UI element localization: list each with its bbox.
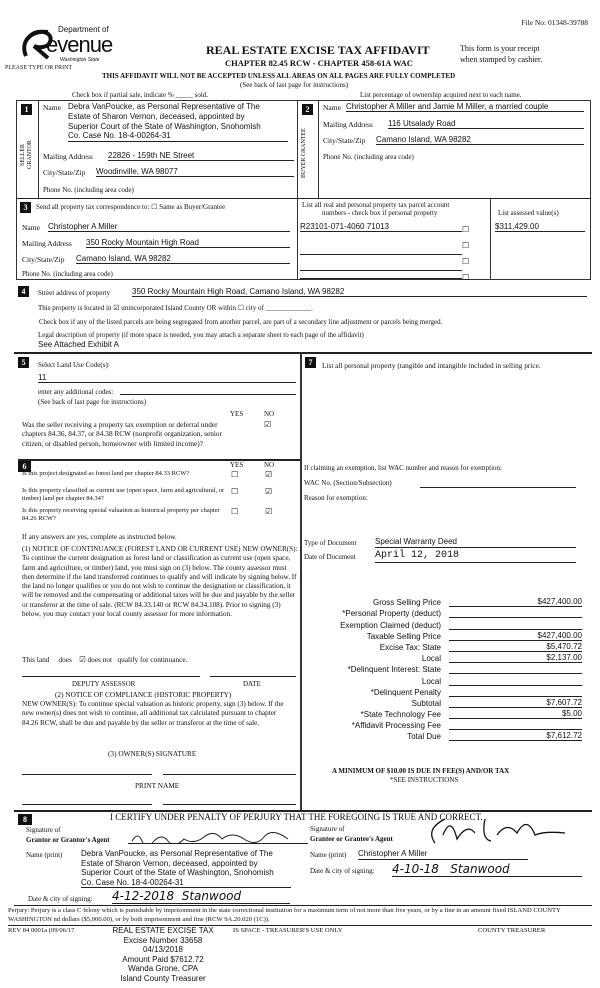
receipt-note: This form is your receipt (460, 44, 540, 53)
file-number: File No: 01348-39788 (521, 18, 588, 27)
tax-row (315, 641, 590, 652)
notice-continuance: (1) NOTICE OF CONTINUANCE (FOREST LAND OR CURRENT USE) NEW OWNER(S): To continue the current designation as forest land or classification as current use (open space, farm and agriculture, or timber) land, you must sign on (3) below. The county assessor must then determine if the land transferred continues to qualify and will indicate by signing below. If the land no longer qualifies or you do not wish to continue the designation or classification, it will be removed and the compensating or additional taxes will be due and payable by the seller or transferor at the time of sale. (RCW 84.33.140 or RCW 84.34.108). Prior to signing (3) below, you may contact your local county assessor for more information. (22, 545, 298, 619)
county-treasurer-label: COUNTY TREASURER (478, 927, 546, 934)
tax-row-value[interactable] (449, 729, 582, 730)
correspondence-heading: Send all property tax correspondence to: ☐ Same as Buyer/Grantee (36, 203, 226, 211)
buyer-label: BUYER GRANTEE (301, 128, 307, 178)
tax-row-value[interactable] (449, 629, 582, 630)
parcel-heading: List all real and personal property tax parcel account (302, 201, 450, 209)
exemption-no-checkbox[interactable]: ☑ (264, 420, 272, 429)
corr-city[interactable]: Camano Island, WA 98282 (76, 254, 290, 264)
location-line: This property is located in ☑ unincorporated Island County OR within ☐ city of _____________. (38, 304, 313, 312)
notice-compliance-title: (2) NOTICE OF COMPLIANCE (HISTORIC PROPERTY) (55, 690, 232, 699)
seller-name[interactable]: Debra VanPoucke, as Personal Representative of The Estate of Sharon Vernon, deceased, appointed by Superior Court of the State of Washington, Snohomish Co. Case No. 18-4-00264-31 (68, 102, 288, 142)
tax-row (315, 697, 590, 708)
forest-yes[interactable]: ☐ (231, 470, 239, 479)
tax-calculation (315, 596, 590, 741)
current-use-no[interactable]: ☑ (265, 487, 273, 496)
print-name-label: PRINT NAME (135, 781, 180, 790)
land-use-see-back: (See back of last page for instructions) (38, 398, 147, 406)
exemption-label: If claiming an exemption, list WAC number and reason for exemption: (304, 464, 502, 472)
tax-row-value[interactable]: $5.00 (449, 709, 582, 719)
buyer-phone-label: Phone No. (including area code) (323, 153, 414, 161)
tax-row-label: Taxable Selling Price (366, 631, 441, 641)
type-or-print: PLEASE TYPE OR PRINT (5, 65, 73, 71)
tax-row-label: Local (421, 654, 441, 664)
seller-phone-label: Phone No. (including area code) (43, 186, 134, 194)
seller-label: SELLER GRANTOR (20, 140, 33, 170)
corr-city-label: City/State/Zip (22, 255, 65, 264)
doc-date-label: Date of Document (304, 553, 356, 561)
tax-row (315, 596, 590, 607)
street-label: Street address of property (38, 289, 111, 297)
buyer-city-label: City/State/Zip (323, 136, 366, 145)
section-3-number: 3 (20, 202, 31, 213)
section-5-number: 5 (18, 357, 29, 368)
grantor-date-label: Date & city of signing: (28, 895, 93, 903)
tax-row (315, 652, 590, 663)
section-8-number: 8 (18, 814, 32, 825)
continuance-line: This land does ☑ does not qualify for continuance. (22, 655, 188, 664)
seller-city-label: City/State/Zip (43, 168, 86, 177)
tax-row-value[interactable] (449, 673, 582, 674)
grantee-sig-label-2: Grantee or Grantee's Agent (310, 835, 393, 843)
treasurer-use-label: IS SPACE - TREASURER'S USE ONLY (233, 927, 343, 934)
yes-header-6: YES (230, 461, 244, 469)
tax-row-label: Exemption Claimed (deduct) (340, 620, 441, 630)
seller-mail-label: Mailing Address (43, 152, 93, 161)
tax-row (315, 708, 590, 719)
owner-signature-label: (3) OWNER(S) SIGNATURE (108, 749, 197, 758)
grantee-name-print[interactable]: Christopher A Miller (358, 849, 528, 860)
grantor-sig-label-2: Grantor or Grantor's Agent (26, 836, 110, 844)
grantor-name-print-label: Name (print) (26, 851, 63, 859)
historic-no[interactable]: ☑ (265, 507, 273, 516)
additional-codes-label: enter any additional codes: (38, 388, 114, 396)
parcel-heading-2: numbers - check box if personal property (322, 209, 438, 217)
tax-row-label: *Personal Property (deduct) (342, 609, 441, 619)
personal-property-label: List all personal property (tangible and intangible included in selling price. (322, 361, 541, 370)
tax-row-value[interactable]: $7,607.72 (449, 698, 582, 708)
date-label: DATE (243, 680, 261, 688)
tax-row-value[interactable]: $5,470.72 (449, 642, 582, 652)
perjury-notice: Perjury: Perjury is a class C felony which is punishable by imprisonment in the state correctional institution for a maximum term of not more than five years, or by a fine in an amount fixed ISLAND COUNTY WASHINGTON nd dollars ($5,000.00), or by both imprisonment and fine (RCW 9A.20.020 (1C)). (8, 907, 561, 923)
grantee-name-print-label: Name (print) (310, 851, 347, 859)
legal-description[interactable]: See Attached Exhibit A (38, 340, 119, 349)
see-back: (See back of last page for instructions) (240, 81, 349, 89)
section-1-number: 1 (21, 104, 32, 115)
section-2-number: 2 (302, 104, 313, 115)
corr-mail[interactable]: 350 Rocky Mountain High Road (86, 238, 290, 248)
tax-row-label: Gross Selling Price (372, 598, 441, 608)
logo-wordmark: evenue (46, 32, 113, 57)
form-title: REAL ESTATE EXCISE TAX AFFIDAVIT (206, 43, 430, 57)
tax-row-label: *Delinquent Interest: State (347, 665, 441, 675)
tax-row-value[interactable]: $2,137.00 (449, 653, 582, 663)
current-use-question: Is this property classified as current use (open space, farm and agricultural, or timber) land per chapter 84.34? (22, 487, 225, 502)
tax-row-label: Local (421, 676, 441, 686)
tax-row-label: Total Due (407, 732, 441, 742)
seller-mail[interactable]: 22826 - 159th NE Street (108, 151, 294, 161)
tax-row (315, 674, 590, 685)
certify-statement: I CERTIFY UNDER PENALTY OF PERJURY THAT THE FOREGOING IS TRUE AND CORRECT. (110, 812, 483, 822)
warning: THIS AFFIDAVIT WILL NOT BE ACCEPTED UNLESS ALL AREAS ON ALL PAGES ARE FULLY COMPLETED (102, 72, 456, 80)
grantor-signature[interactable] (128, 832, 308, 844)
grantor-name-print[interactable]: Debra VanPoucke, as Personal Representative of The Estate of Sharon Vernon, deceased, appointed by Superior Court of the State of Washington, Snohomish Co. Case No. 18-4-00264-31 (81, 849, 291, 888)
tax-row (315, 730, 590, 741)
logo-department: Department of (58, 25, 109, 34)
partial-sale: Check box if partial sale, indicate % _____ sold. (72, 91, 209, 99)
exemption-question: Was the seller receiving a property tax exemption or deferral under chapters 84.36, 84.37, or 84.38 RCW (nonprofit organization, senior citizen, or disabled person, homeowner with limited income)? (22, 420, 222, 448)
street-address[interactable]: 350 Rocky Mountain High Road, Camano Island, WA 98282 (132, 287, 587, 297)
form-chapter: CHAPTER 82.45 RCW - CHAPTER 458-61A WAC (225, 58, 413, 68)
tax-row-value[interactable] (449, 696, 582, 697)
wac-input[interactable] (420, 478, 576, 488)
section-7-number: 7 (305, 357, 316, 368)
grantee-signature[interactable] (415, 815, 585, 845)
tax-row (315, 686, 590, 697)
form-revision: REV 84 0001a (09/06/17 (8, 927, 75, 934)
parcel-number[interactable]: R23101-071-4060 71013 (300, 222, 462, 232)
seller-name-label: Name (43, 103, 61, 112)
doc-type-label: Type of Document (304, 539, 357, 547)
current-use-yes[interactable]: ☐ (231, 487, 239, 496)
section-4-number: 4 (18, 286, 29, 297)
tax-row (315, 618, 590, 629)
tax-row-value[interactable] (449, 617, 582, 618)
grantee-date-city[interactable]: 4-10-18 Stanwood (392, 862, 582, 877)
tax-row-value[interactable] (449, 685, 582, 686)
tax-row-value[interactable]: $427,400.00 (449, 597, 582, 607)
tax-row-value[interactable]: $427,400.00 (449, 631, 582, 641)
yes-header: YES (230, 410, 244, 418)
doc-date[interactable]: April 12, 2018 (375, 550, 576, 563)
tax-row-label: Excise Tax: State (379, 642, 441, 652)
buyer-name-label: Name (323, 103, 341, 112)
see-instructions: *SEE INSTRUCTIONS (390, 776, 459, 784)
assessed-heading: List assessed value(s) (498, 209, 559, 217)
corr-mail-label: Mailing Address (22, 239, 72, 248)
corr-name-label: Name (22, 223, 40, 232)
treasurer-stamp: REAL ESTATE EXCISE TAX Excise Number 33658 04/13/2018 Amount Paid $7612.72 Wanda Grone, CPA Island County Treasurer (112, 926, 214, 983)
grantor-date-city[interactable]: 4-12-2018 Stanwood (112, 889, 290, 904)
buyer-city[interactable]: Camano Island, WA 98282 (376, 135, 584, 145)
corr-name[interactable]: Christopher A Miller (48, 222, 290, 232)
land-use-code[interactable]: 11 (38, 373, 296, 383)
tax-row-label: *State Technology Fee (360, 710, 441, 720)
tax-row-value[interactable]: $7,612.72 (449, 731, 582, 741)
land-use-label: Select Land Use Code(s): (38, 361, 110, 369)
seller-city[interactable]: Woodinville, WA 98077 (96, 167, 294, 177)
no-header: NO (264, 410, 275, 418)
deputy-assessor-label: DEPUTY ASSESSOR (72, 680, 136, 688)
forest-question: Is this project designated as forest land per chapter 84.33 RCW? (22, 470, 190, 477)
logo-state: Washington State (60, 57, 100, 63)
no-header-6: NO (264, 461, 275, 469)
doc-type[interactable]: Special Warranty Deed (375, 537, 576, 548)
section-6-number: 6 (18, 461, 31, 472)
tax-row (315, 630, 590, 641)
buyer-name[interactable]: Christopher A Miller and Jamie M Miller, a married couple (346, 102, 584, 112)
legal-label: Legal description of property (if more space is needed, you may attach a separate sheet to each page of the affidavit) (38, 331, 364, 339)
additional-codes-input[interactable] (120, 386, 296, 395)
tax-row-label: *Affidavit Processing Fee (351, 721, 441, 731)
assessed-value[interactable]: $311,429.00 (495, 222, 585, 232)
buyer-mail[interactable]: 116 Utsalady Road (388, 119, 584, 129)
wac-label: WAC No. (Section/Subsection) (304, 479, 392, 487)
if-yes-note: If any answers are yes, complete as instructed below. (22, 532, 177, 541)
notice-compliance: NEW OWNER(S): To continue special valuation as historic property, sign (3) below. If the new owner(s) does not wish to continue, all additional tax calculated pursuant to chapter 84.26 RCW, shall be due and payable by the seller or transferor at the time of sale. (22, 700, 284, 727)
forest-no[interactable]: ☑ (265, 470, 273, 479)
personal-property-checkboxes[interactable]: ☐ ☐ ☐ ☐ (462, 225, 470, 282)
tax-row (315, 719, 590, 730)
minimum-due: A MINIMUM OF $10.00 IS DUE IN FEE(S) AND/OR TAX (332, 767, 510, 775)
historic-question: Is this property receiving special valuation as historical property per chapter 84.26 RCW? (22, 507, 220, 522)
historic-yes[interactable]: ☐ (231, 507, 239, 516)
segregated-line: Check box if any of the listed parcels are being segregated from another parcel, are part of a secondary line adjustment or parcels being merged. (39, 318, 443, 326)
grantee-sig-label: Signature of (310, 825, 345, 833)
reason-label: Reason for exemption: (304, 494, 368, 502)
tax-row (315, 607, 590, 618)
grantee-date-label: Date & city of signing: (310, 867, 375, 875)
corr-phone-label: Phone No. (including area code) (22, 270, 113, 278)
grantor-sig-label: Signature of (26, 826, 61, 834)
buyer-mail-label: Mailing Address (323, 120, 373, 129)
tax-row-label: Subtotal (411, 698, 441, 708)
tax-row-label: *Delinquent Penalty (370, 687, 441, 697)
tax-row (315, 663, 590, 674)
ownership-note: List percentage of ownership acquired next to each name. (360, 91, 522, 99)
receipt-note-2: when stamped by cashier. (460, 55, 543, 64)
